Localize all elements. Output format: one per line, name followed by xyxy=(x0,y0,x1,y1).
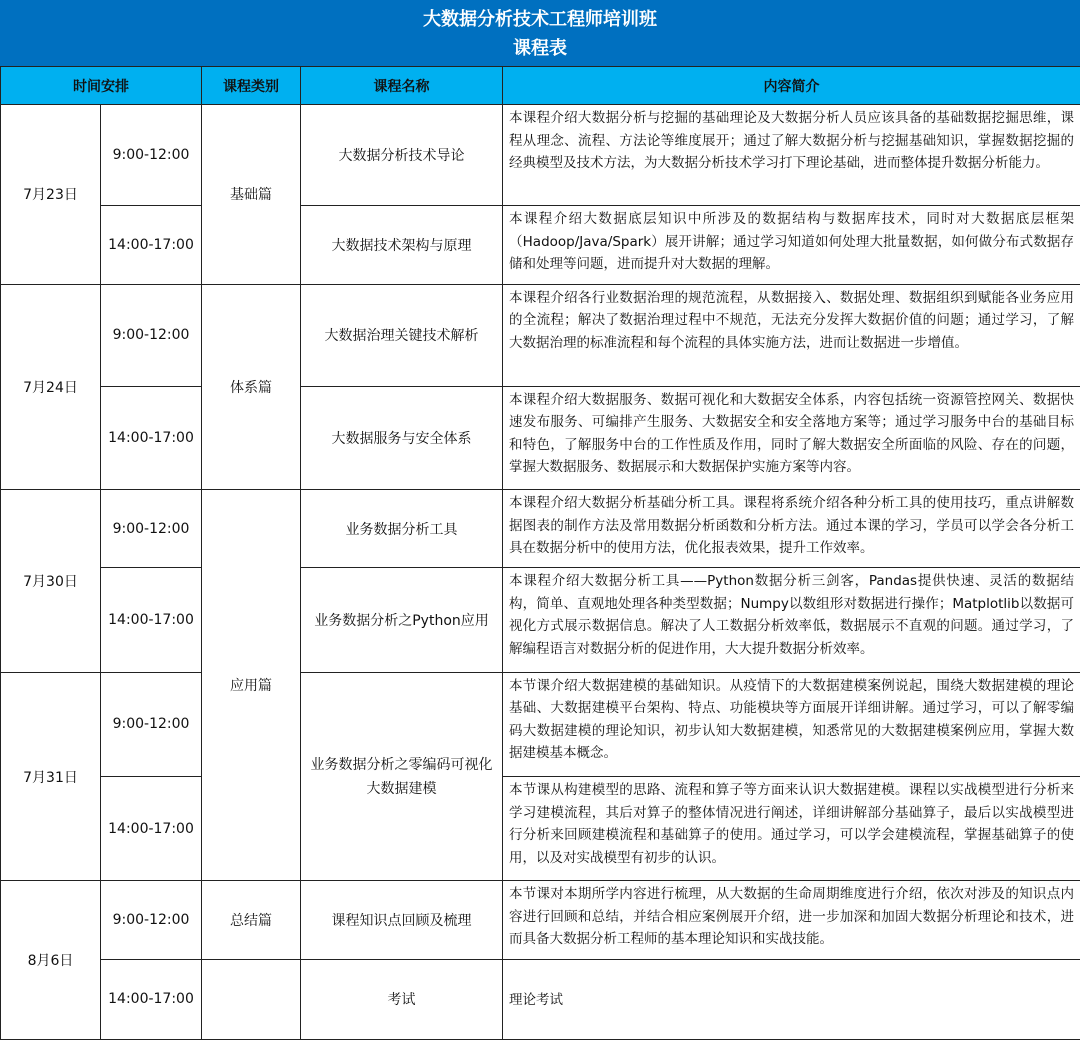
header-row xyxy=(1,67,1080,105)
time-cell: 9:00-12:00 xyxy=(101,105,202,206)
date-cell: 7月30日 xyxy=(1,490,101,673)
time-cell: 14:00-17:00 xyxy=(101,568,202,672)
description-cell: 本课程介绍各行业数据治理的规范流程，从数据接入、数据处理、数据组织到赋能各业务应用的全流程；解决了数据治理过程中不规范，无法充分发挥大数据价值的问题；通过学习，了解大数据治理的标准流程和每个流程的具体实施方法，进而让数据进一步增值。 xyxy=(503,284,1080,386)
description-cell: 本课程介绍大数据底层知识中所涉及的数据结构与数据库技术，同时对大数据底层框架（Hadoop/Java/Spark）展开讲解；通过学习知道如何处理大批量数据，如何做分布式数据存储和处理等问题，进而提升对大数据的理解。 xyxy=(503,206,1080,284)
table-row xyxy=(1,386,1080,489)
category-cell: 基础篇 xyxy=(202,105,301,285)
time-cell: 9:00-12:00 xyxy=(101,490,202,568)
description-cell: 本课程介绍大数据分析工具——Python数据分析三剑客，Pandas提供快速、灵活的数据结构，简单、直观地处理各种类型数据；Numpy以数组形对数据进行操作；Matplotlib以数据可视化方式展示数据信息。解决了人工数据分析效率低，数据展示不直观的问题。通过学习，了解编程语言对数据分析的促进作用，大大提升数据分析效率。 xyxy=(503,568,1080,672)
course-cell: 考试 xyxy=(301,959,503,1039)
description-cell: 本课程介绍大数据服务、数据可视化和大数据安全体系，内容包括统一资源管控网关、数据快速发布服务、可编排产生服务、大数据安全和安全落地方案等；通过学习服务中台的基础目标和特色，了解服务中台的工作性质及作用，同时了解大数据安全所面临的风险、存在的问题，掌握大数据服务、数据展示和大数据保护实施方案等内容。 xyxy=(503,386,1080,489)
schedule-table xyxy=(0,66,1080,1040)
category-cell-empty xyxy=(202,959,301,1039)
title-main: 大数据分析技术工程师培训班 xyxy=(423,9,657,30)
table-row xyxy=(1,672,1080,776)
course-cell: 大数据分析技术导论 xyxy=(301,105,503,206)
time-cell: 14:00-17:00 xyxy=(101,777,202,881)
category-cell: 体系篇 xyxy=(202,284,301,490)
header-time: 时间安排 xyxy=(1,67,202,105)
description-cell: 本课程介绍大数据分析与挖掘的基础理论及大数据分析人员应该具备的基础数据挖掘思维，课程从理念、流程、方法论等维度展开；通过了解大数据分析与挖掘基础知识，掌握数据挖掘的经典模型及技术方法，为大数据分析技术学习打下理论基础，进而整体提升数据分析能力。 xyxy=(503,105,1080,206)
course-cell: 大数据服务与安全体系 xyxy=(301,386,503,489)
date-cell: 7月23日 xyxy=(1,105,101,285)
table-row xyxy=(1,959,1080,1039)
description-cell: 本节课从构建模型的思路、流程和算子等方面来认识大数据建模。课程以实战模型进行分析来学习建模流程，其后对算子的整体情况进行阐述，详细讲解部分基础算子，最后以实战模型进行分析来回顾建模流程和基础算子的使用。通过学习，可以学会建模流程，掌握基础算子的使用，以及对实战模型有初步的认识。 xyxy=(503,777,1080,881)
category-cell: 应用篇 xyxy=(202,490,301,881)
time-cell: 14:00-17:00 xyxy=(101,386,202,489)
time-cell: 14:00-17:00 xyxy=(101,206,202,284)
date-cell: 7月31日 xyxy=(1,672,101,881)
table-row xyxy=(1,568,1080,672)
course-cell: 业务数据分析工具 xyxy=(301,490,503,568)
description-cell: 本课程介绍大数据分析基础分析工具。课程将系统介绍各种分析工具的使用技巧，重点讲解数据图表的制作方法及常用数据分析函数和分析方法。通过本课的学习，学员可以学会各分析工具在数据分析中的使用方法，优化报表效果，提升工作效率。 xyxy=(503,490,1080,568)
course-cell: 大数据治理关键技术解析 xyxy=(301,284,503,386)
course-cell: 大数据技术架构与原理 xyxy=(301,206,503,284)
table-row xyxy=(1,105,1080,206)
description-cell: 本节课对本期所学内容进行梳理，从大数据的生命周期维度进行介绍，依次对涉及的知识点内容进行回顾和总结，并结合相应案例展开介绍，进一步加深和加固大数据分析理论和技术，进而具备大数据分析工程师的基本理论知识和实战技能。 xyxy=(503,881,1080,959)
description-cell: 本节课介绍大数据建模的基础知识。从疫情下的大数据建模案例说起，围绕大数据建模的理论基础、大数据建模平台架构、特点、功能模块等方面展开详细讲解。通过学习，可以了解零编码大数据建模的理论知识，初步认知大数据建模，知悉常见的大数据建模案例应用，掌握大数据建模基本概念。 xyxy=(503,672,1080,776)
date-cell: 8月6日 xyxy=(1,881,101,1040)
time-cell: 9:00-12:00 xyxy=(101,284,202,386)
description-cell: 理论考试 xyxy=(503,959,1080,1039)
time-cell: 9:00-12:00 xyxy=(101,881,202,959)
time-cell: 14:00-17:00 xyxy=(101,959,202,1039)
course-cell: 课程知识点回顾及梳理 xyxy=(301,881,503,959)
course-cell: 业务数据分析之Python应用 xyxy=(301,568,503,672)
header-category: 课程类别 xyxy=(202,67,301,105)
table-row xyxy=(1,777,1080,881)
category-cell: 总结篇 xyxy=(202,881,301,959)
time-cell: 9:00-12:00 xyxy=(101,672,202,776)
header-course: 课程名称 xyxy=(301,67,503,105)
date-cell: 7月24日 xyxy=(1,284,101,490)
header-content: 内容简介 xyxy=(503,67,1080,105)
table-row xyxy=(1,284,1080,386)
table-row xyxy=(1,490,1080,568)
course-cell: 业务数据分析之零编码可视化大数据建模 xyxy=(301,672,503,881)
table-row xyxy=(1,206,1080,284)
table-row xyxy=(1,881,1080,959)
title-bar xyxy=(0,0,1080,66)
title-sub: 课程表 xyxy=(513,38,567,59)
